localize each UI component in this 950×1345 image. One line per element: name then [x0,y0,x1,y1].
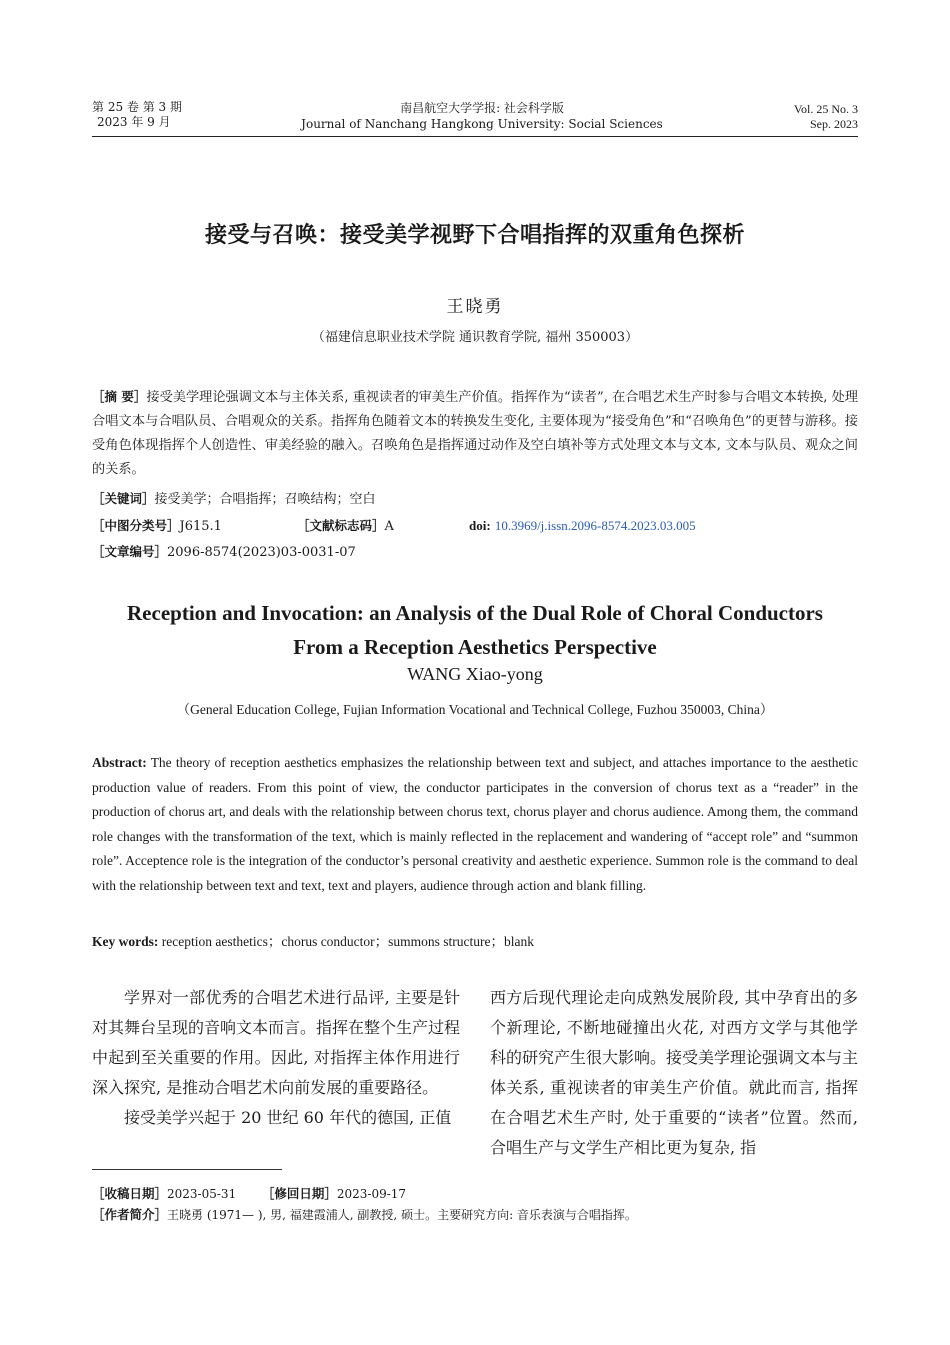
keywords-cn-text: 接受美学；合唱指挥；召唤结构；空白 [154,492,376,507]
paper-title-en-line1: Reception and Invocation: an Analysis of the Dual Role of Choral Conductors [127,601,823,625]
clc-label: ［中图分类号］ [92,518,180,533]
footnote-divider [92,1169,282,1170]
revised-date-label: ［修回日期］ [261,1186,337,1201]
header-volume-cn [92,100,182,130]
abstract-cn [92,385,858,482]
volume-issue-cn: 第 25 卷 第 3 期 [92,100,182,114]
affiliation-cn: （福建信息职业技术学院 通识教育学院, 福州 350003） [311,330,639,345]
author-bio-label: ［作者简介］ [92,1207,168,1222]
keywords-en-label: Key words: [92,934,159,949]
article-number-value: 2096-8574(2023)03-0031-07 [167,545,356,560]
paper-title-cn: 接受与召唤：接受美学视野下合唱指挥的双重角色探析 [204,222,745,248]
body-paragraph: 接受美学兴起于 20 世纪 60 年代的德国, 正值 [124,1108,452,1127]
footnote-author-bio [92,1206,858,1224]
doi-link[interactable]: 10.3969/j.issn.2096-8574.2023.03.005 [494,518,696,533]
abstract-cn-text: 接受美学理论强调文本与主体关系, 重视读者的审美生产价值。指挥作为“读者”, 在合唱艺术生产时参与合唱文本转换, 处理合唱文本与合唱队员、合唱观众的关系。指挥角色随着文本的转换发生变化, 主要体现为“接受角色”和“召唤角色”的更替与游移。接受角色体现指挥个人创造性、审美经验的融入。召唤角色是指挥通过动作及空白填补等方式处理文本与文本, 文本与队员、观众之间的关系。 [92,390,858,477]
doc-code-value: A [384,519,394,534]
keywords-cn [92,490,858,509]
body-column-right [490,983,858,1163]
journal-name-cn: 南昌航空大学学报: 社会科学版 [400,101,564,115]
abstract-en-label: Abstract: [92,755,147,770]
footnote-dates [92,1185,858,1203]
abstract-en-text: The theory of reception aesthetics emphasizes the relationship between text and subject, and attaches importance to the aesthetic production value of readers. From this point of view, the conductor participates in the conversion of chorus text as a “reader” in the production of chorus art, and deals with the relationship between chorus text, chorus player and chorus audience. Among them, the command role changes with the transformation of the text, which is mainly reflected in the replacement and wandering of “accept role” and “summon role”. Acceptence role is the integration of the conductor’s personal creativity and aesthetic experience. Summon role is the command to deal with the relationship between text and text, text and players, audience through action and blank filling. [92,755,858,893]
abstract-en [92,751,858,899]
date-cn: 2023 年 9 月 [97,115,171,129]
doc-code-label: ［文献标志码］ [297,518,385,533]
abstract-cn-label: ［摘 要］ [92,389,147,404]
paper-title-en [92,596,858,664]
body-paragraph: 学界对一部优秀的合唱艺术进行品评, 主要是针对其舞台呈现的音响文本而言。指挥在整个生产过程中起到至关重要的作用。因此, 对指挥主体作用进行深入探究, 是推动合唱艺术向前发展的重要路径。 [92,988,461,1097]
header-journal [300,100,664,132]
body-column-left [92,983,460,1133]
date-en: Sep. 2023 [810,117,858,131]
header-divider [92,136,858,137]
journal-name-en: Journal of Nanchang Hangkong University: Social Sciences [301,117,663,131]
keywords-en-text: reception aesthetics；chorus conductor；summons structure；blank [161,934,535,949]
received-date-value: 2023-05-31 [167,1187,237,1201]
keywords-cn-label: ［关键词］ [92,491,155,506]
author-name-cn: 王晓勇 [446,297,504,317]
classification-line [92,517,858,536]
header-volume-en [740,102,858,132]
article-number [92,543,858,562]
article-number-label: ［文章编号］ [92,544,168,559]
clc-value: J615.1 [179,519,222,534]
keywords-en [92,930,858,950]
affiliation-en: （General Education College, Fujian Information Vocational and Technical College, Fuzhou 350003, China） [176,702,774,717]
volume-issue-en: Vol. 25 No. 3 [793,102,858,116]
paper-title-en-line2: From a Reception Aesthetics Perspective [293,635,657,659]
doi-group [469,517,696,536]
received-date-label: ［收稿日期］ [92,1186,168,1201]
doc-code-group [297,517,394,536]
doi-label: doi: [469,518,491,533]
author-name-en: WANG Xiao-yong [407,664,543,684]
body-paragraph: 西方后现代理论走向成熟发展阶段, 其中孕育出的多个新理论, 不断地碰撞出火花, 对西方文学与其他学科的研究产生很大影响。接受美学理论强调文本与主体关系, 重视读者的审美生产价值。就此而言, 指挥在合唱艺术生产时, 处于重要的“读者”位置。然而, 合唱生产与文学生产相比更为复杂, 指 [490,988,859,1157]
revised-date-value: 2023-09-17 [336,1187,407,1201]
author-bio-value: 王晓勇 (1971— ), 男, 福建霞浦人, 副教授, 硕士。主要研究方向: 音乐表演与合唱指挥。 [167,1208,637,1222]
